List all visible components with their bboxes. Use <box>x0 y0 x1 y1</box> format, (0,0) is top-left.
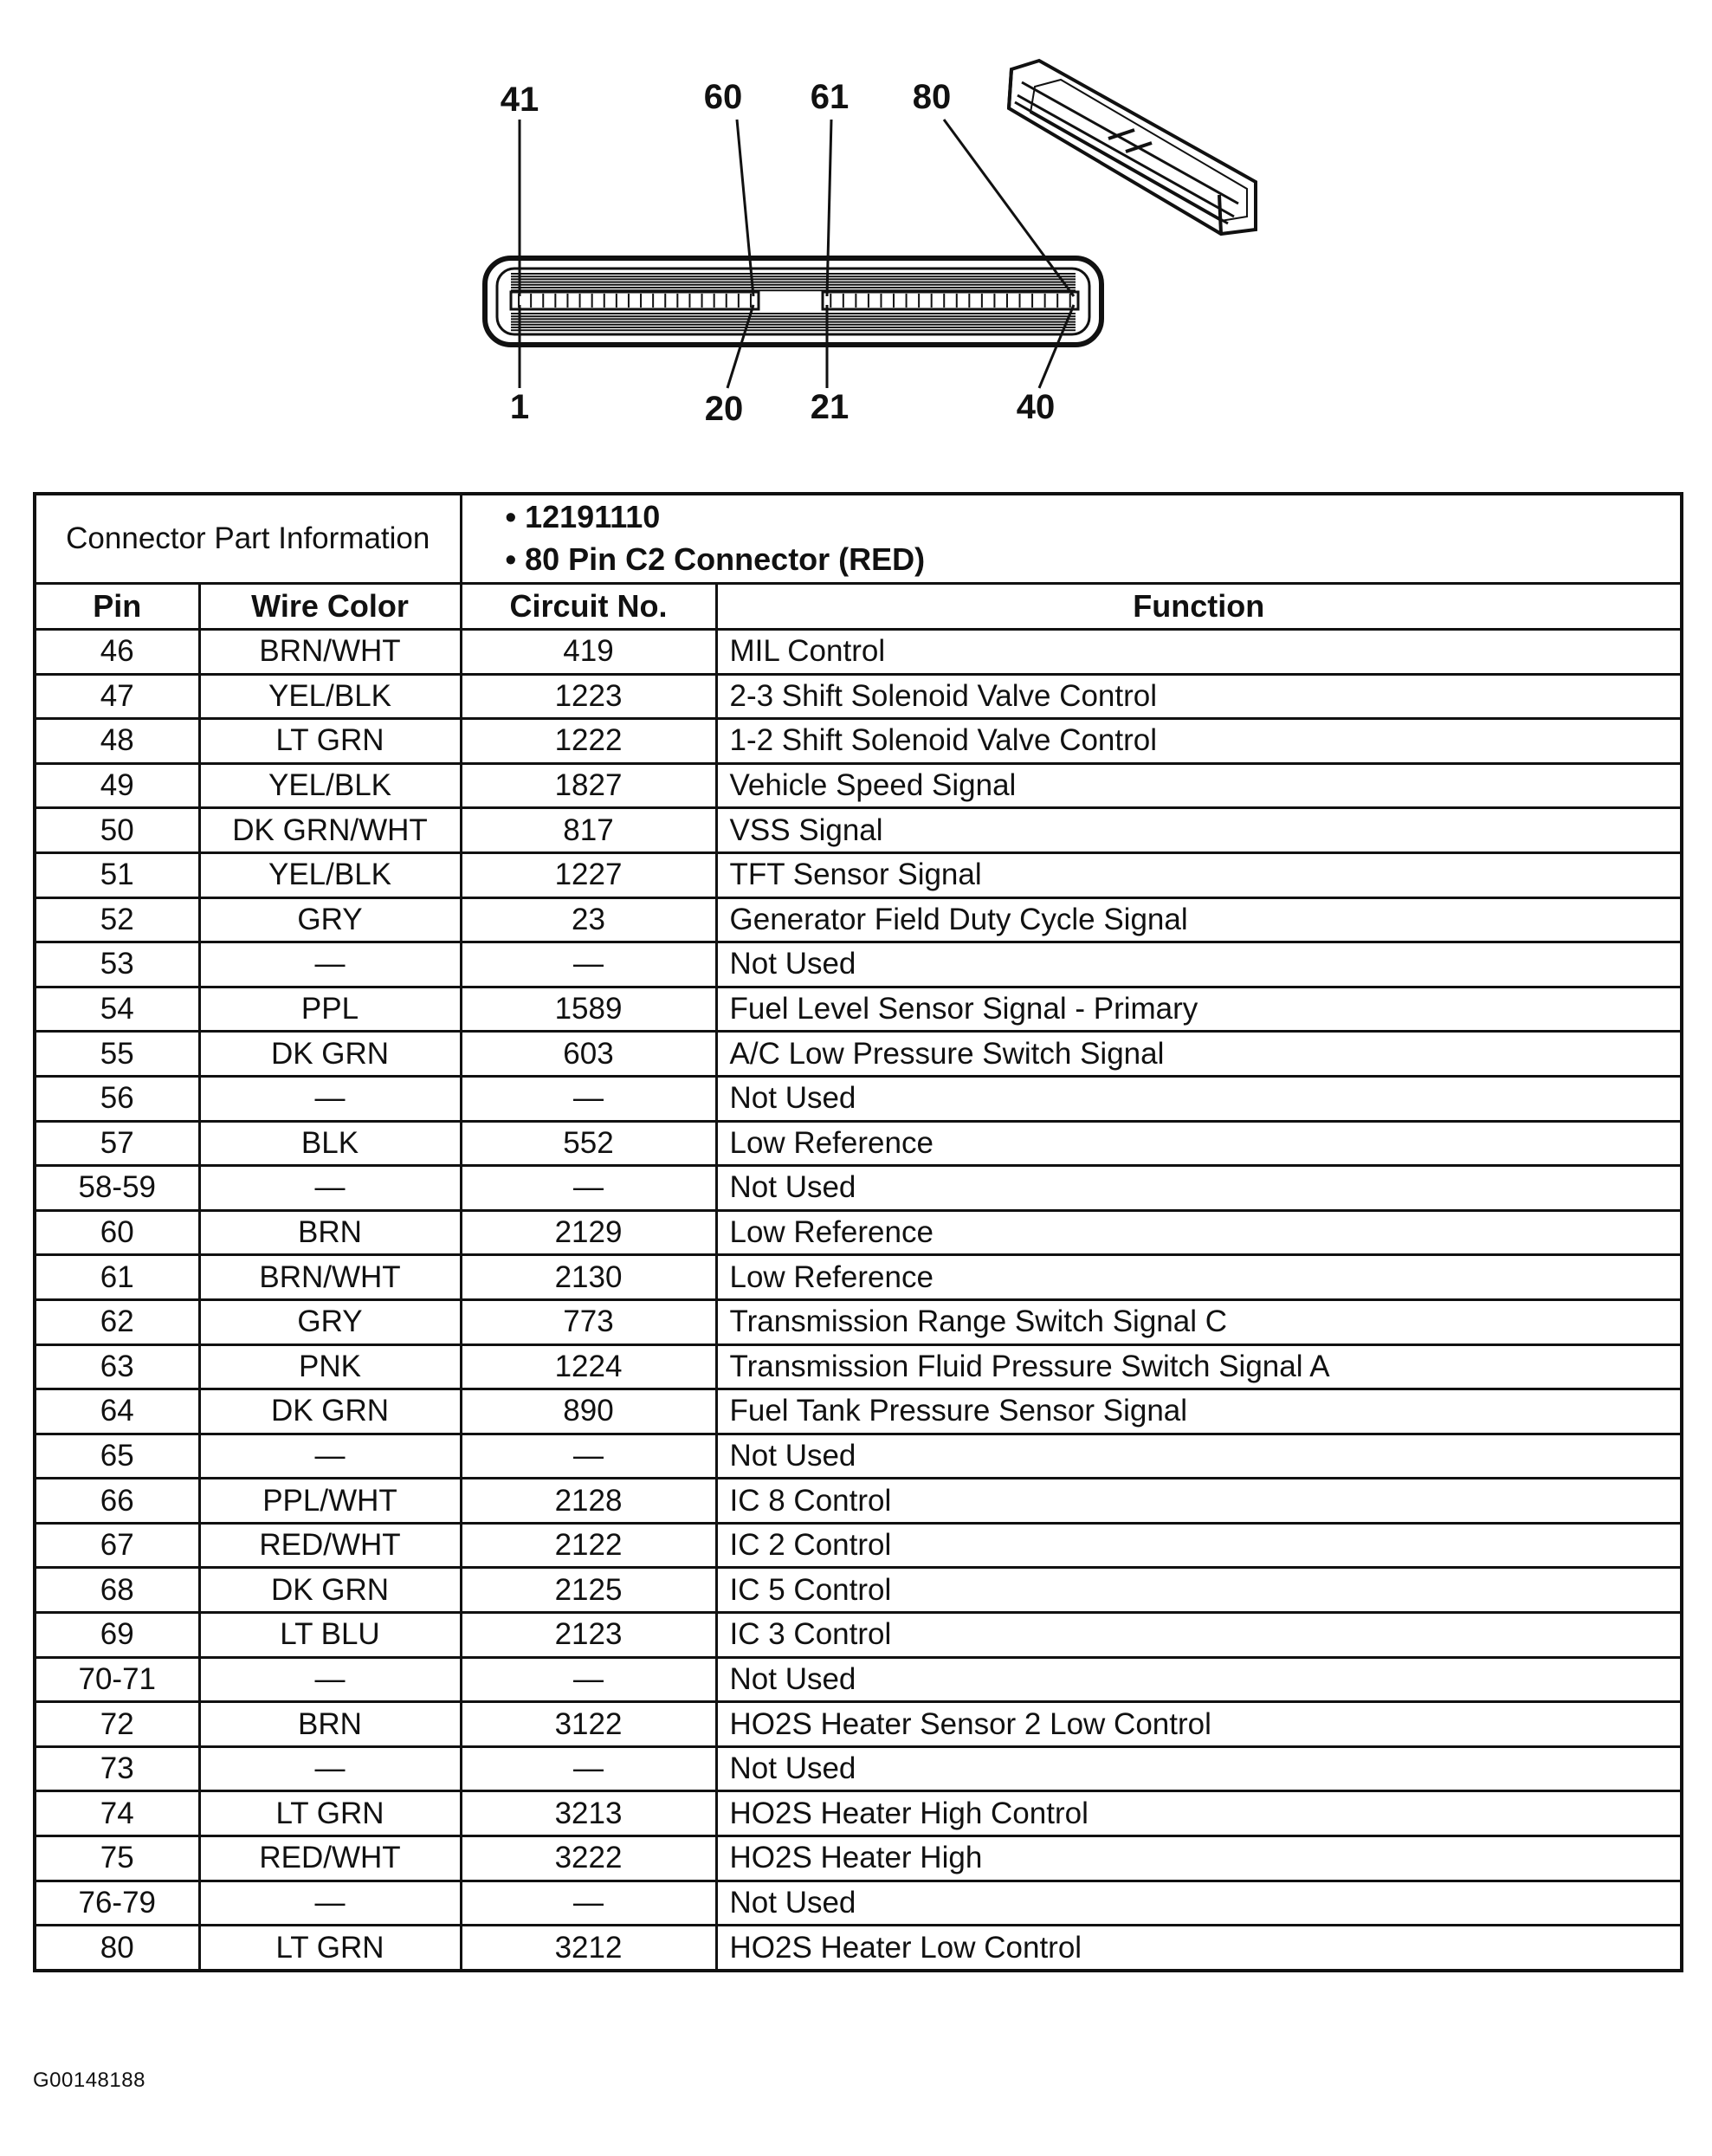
table-row <box>35 1210 1682 1255</box>
wire-color-cell: PPL <box>199 987 461 1032</box>
table-row <box>35 1434 1682 1479</box>
table-row <box>35 1702 1682 1747</box>
function-cell: Generator Field Duty Cycle Signal <box>716 897 1682 942</box>
pin-cell: 50 <box>35 808 199 853</box>
table-row <box>35 1926 1682 1971</box>
pin-cell: 49 <box>35 763 199 808</box>
function-cell: IC 3 Control <box>716 1613 1682 1658</box>
header-row <box>35 584 1682 630</box>
pin-label-80: 80 <box>912 78 952 116</box>
circuit-no-cell: 3212 <box>461 1926 716 1971</box>
table-row <box>35 1344 1682 1389</box>
table-row <box>35 1389 1682 1434</box>
circuit-no-cell: 2122 <box>461 1523 716 1568</box>
table-row <box>35 1166 1682 1211</box>
pin-label-1: 1 <box>509 388 530 426</box>
circuit-no-cell: 2129 <box>461 1210 716 1255</box>
pin-label-61: 61 <box>810 78 850 116</box>
table-row <box>35 1613 1682 1658</box>
part-info-row <box>35 494 1682 584</box>
table-row <box>35 1299 1682 1344</box>
pin-cell: 72 <box>35 1702 199 1747</box>
table-row <box>35 1657 1682 1702</box>
circuit-no-cell: 2123 <box>461 1613 716 1658</box>
pin-cell: 61 <box>35 1255 199 1300</box>
function-cell: HO2S Heater High <box>716 1836 1682 1881</box>
pin-cell: 62 <box>35 1299 199 1344</box>
pin-cell: 69 <box>35 1613 199 1658</box>
circuit-no-cell: 3122 <box>461 1702 716 1747</box>
pin-cell: 74 <box>35 1791 199 1836</box>
pin-cell: 47 <box>35 674 199 719</box>
pin-cell: 75 <box>35 1836 199 1881</box>
circuit-no-cell: 2125 <box>461 1568 716 1613</box>
function-cell: Low Reference <box>716 1255 1682 1300</box>
function-cell: Not Used <box>716 1881 1682 1926</box>
wire-color-cell: — <box>199 1076 461 1121</box>
wire-color-cell: YEL/BLK <box>199 674 461 719</box>
wire-color-cell: BRN <box>199 1210 461 1255</box>
wire-color-cell: YEL/BLK <box>199 852 461 897</box>
table-row <box>35 987 1682 1032</box>
wire-color-cell: GRY <box>199 897 461 942</box>
wire-color-cell: RED/WHT <box>199 1836 461 1881</box>
circuit-no-cell: 3213 <box>461 1791 716 1836</box>
wire-color-cell: PPL/WHT <box>199 1479 461 1524</box>
pin-cell: 68 <box>35 1568 199 1613</box>
wire-color-cell: DK GRN <box>199 1389 461 1434</box>
table-row <box>35 1121 1682 1166</box>
function-cell: Fuel Level Sensor Signal - Primary <box>716 987 1682 1032</box>
circuit-no-cell: 1589 <box>461 987 716 1032</box>
table-row <box>35 1076 1682 1121</box>
table-row <box>35 763 1682 808</box>
circuit-no-cell: 1224 <box>461 1344 716 1389</box>
function-cell: Transmission Range Switch Signal C <box>716 1299 1682 1344</box>
table-row <box>35 942 1682 987</box>
circuit-no-cell: — <box>461 1434 716 1479</box>
table-row <box>35 1479 1682 1524</box>
circuit-no-cell: 552 <box>461 1121 716 1166</box>
connector-pinout-table <box>33 492 1683 1972</box>
function-cell: Not Used <box>716 1076 1682 1121</box>
pin-cell: 48 <box>35 719 199 764</box>
function-cell: HO2S Heater Low Control <box>716 1926 1682 1971</box>
wire-color-cell: PNK <box>199 1344 461 1389</box>
function-cell: TFT Sensor Signal <box>716 852 1682 897</box>
table-row <box>35 630 1682 675</box>
circuit-no-cell: — <box>461 1657 716 1702</box>
function-cell: HO2S Heater Sensor 2 Low Control <box>716 1702 1682 1747</box>
table-row <box>35 1032 1682 1077</box>
function-cell: IC 2 Control <box>716 1523 1682 1568</box>
circuit-no-cell: 3222 <box>461 1836 716 1881</box>
column-header-circuit-no: Circuit No. <box>461 584 716 630</box>
connector-description: • 80 Pin C2 Connector (RED) <box>505 541 926 577</box>
table-row <box>35 1791 1682 1836</box>
pin-cell: 51 <box>35 852 199 897</box>
wire-color-cell: — <box>199 1881 461 1926</box>
pin-cell: 54 <box>35 987 199 1032</box>
column-header-function: Function <box>716 584 1682 630</box>
wire-color-cell: DK GRN <box>199 1568 461 1613</box>
wire-color-cell: DK GRN/WHT <box>199 808 461 853</box>
pin-cell: 65 <box>35 1434 199 1479</box>
table-row <box>35 1836 1682 1881</box>
pin-cell: 60 <box>35 1210 199 1255</box>
pin-label-20: 20 <box>704 390 744 428</box>
wire-color-cell: GRY <box>199 1299 461 1344</box>
pin-label-60: 60 <box>703 78 743 116</box>
connector-face-drawing <box>0 0 1712 459</box>
wire-color-cell: LT GRN <box>199 1926 461 1971</box>
wire-color-cell: BLK <box>199 1121 461 1166</box>
pin-cell: 57 <box>35 1121 199 1166</box>
table-row <box>35 1255 1682 1300</box>
circuit-no-cell: 603 <box>461 1032 716 1077</box>
pin-cell: 64 <box>35 1389 199 1434</box>
function-cell: MIL Control <box>716 630 1682 675</box>
pin-label-41: 41 <box>500 81 539 119</box>
circuit-no-cell: 419 <box>461 630 716 675</box>
table-row <box>35 852 1682 897</box>
function-cell: Not Used <box>716 1746 1682 1791</box>
wire-color-cell: — <box>199 942 461 987</box>
pin-cell: 46 <box>35 630 199 675</box>
pin-cell: 52 <box>35 897 199 942</box>
circuit-no-cell: 1223 <box>461 674 716 719</box>
circuit-no-cell: 23 <box>461 897 716 942</box>
function-cell: Not Used <box>716 942 1682 987</box>
wire-color-cell: LT GRN <box>199 719 461 764</box>
function-cell: 1-2 Shift Solenoid Valve Control <box>716 719 1682 764</box>
function-cell: IC 8 Control <box>716 1479 1682 1524</box>
circuit-no-cell: — <box>461 1746 716 1791</box>
function-cell: Not Used <box>716 1657 1682 1702</box>
function-cell: Low Reference <box>716 1210 1682 1255</box>
function-cell: VSS Signal <box>716 808 1682 853</box>
wire-color-cell: YEL/BLK <box>199 763 461 808</box>
pin-cell: 67 <box>35 1523 199 1568</box>
wire-color-cell: DK GRN <box>199 1032 461 1077</box>
column-header-pin: Pin <box>35 584 199 630</box>
pin-cell: 73 <box>35 1746 199 1791</box>
pin-cell: 56 <box>35 1076 199 1121</box>
function-cell: Transmission Fluid Pressure Switch Signal A <box>716 1344 1682 1389</box>
circuit-no-cell: 890 <box>461 1389 716 1434</box>
pin-cell: 55 <box>35 1032 199 1077</box>
table-row <box>35 1523 1682 1568</box>
table-row <box>35 1746 1682 1791</box>
function-cell: A/C Low Pressure Switch Signal <box>716 1032 1682 1077</box>
circuit-no-cell: 817 <box>461 808 716 853</box>
part-info-values <box>461 494 1682 584</box>
wire-color-cell: — <box>199 1746 461 1791</box>
function-cell: 2-3 Shift Solenoid Valve Control <box>716 674 1682 719</box>
circuit-no-cell: — <box>461 1076 716 1121</box>
pin-cell: 80 <box>35 1926 199 1971</box>
circuit-no-cell: 1227 <box>461 852 716 897</box>
function-cell: Fuel Tank Pressure Sensor Signal <box>716 1389 1682 1434</box>
wire-color-cell: BRN/WHT <box>199 630 461 675</box>
connector-diagram <box>0 0 1712 459</box>
table-row <box>35 719 1682 764</box>
function-cell: Not Used <box>716 1434 1682 1479</box>
pin-cell: 63 <box>35 1344 199 1389</box>
part-number: • 12191110 <box>505 499 661 535</box>
circuit-no-cell: — <box>461 1166 716 1211</box>
table-row <box>35 808 1682 853</box>
circuit-no-cell: 1827 <box>461 763 716 808</box>
wire-color-cell: BRN/WHT <box>199 1255 461 1300</box>
pin-label-40: 40 <box>1016 388 1056 426</box>
part-info-label: Connector Part Information <box>35 494 461 584</box>
circuit-no-cell: — <box>461 1881 716 1926</box>
function-cell: Vehicle Speed Signal <box>716 763 1682 808</box>
wire-color-cell: — <box>199 1166 461 1211</box>
table-row <box>35 1568 1682 1613</box>
function-cell: Low Reference <box>716 1121 1682 1166</box>
circuit-no-cell: 1222 <box>461 719 716 764</box>
wire-color-cell: LT BLU <box>199 1613 461 1658</box>
circuit-no-cell: 773 <box>461 1299 716 1344</box>
table-row <box>35 897 1682 942</box>
table-row <box>35 1881 1682 1926</box>
pin-cell: 66 <box>35 1479 199 1524</box>
function-cell: Not Used <box>716 1166 1682 1211</box>
pin-cell: 53 <box>35 942 199 987</box>
wire-color-cell: BRN <box>199 1702 461 1747</box>
wire-color-cell: — <box>199 1657 461 1702</box>
pin-label-21: 21 <box>810 388 850 426</box>
circuit-no-cell: — <box>461 942 716 987</box>
figure-id: G00148188 <box>33 2069 145 2092</box>
pin-cell: 76-79 <box>35 1881 199 1926</box>
wire-color-cell: LT GRN <box>199 1791 461 1836</box>
wire-color-cell: — <box>199 1434 461 1479</box>
circuit-no-cell: 2128 <box>461 1479 716 1524</box>
function-cell: IC 5 Control <box>716 1568 1682 1613</box>
column-header-wire-color: Wire Color <box>199 584 461 630</box>
wire-color-cell: RED/WHT <box>199 1523 461 1568</box>
pin-cell: 70-71 <box>35 1657 199 1702</box>
function-cell: HO2S Heater High Control <box>716 1791 1682 1836</box>
table-row <box>35 674 1682 719</box>
circuit-no-cell: 2130 <box>461 1255 716 1300</box>
pin-cell: 58-59 <box>35 1166 199 1211</box>
